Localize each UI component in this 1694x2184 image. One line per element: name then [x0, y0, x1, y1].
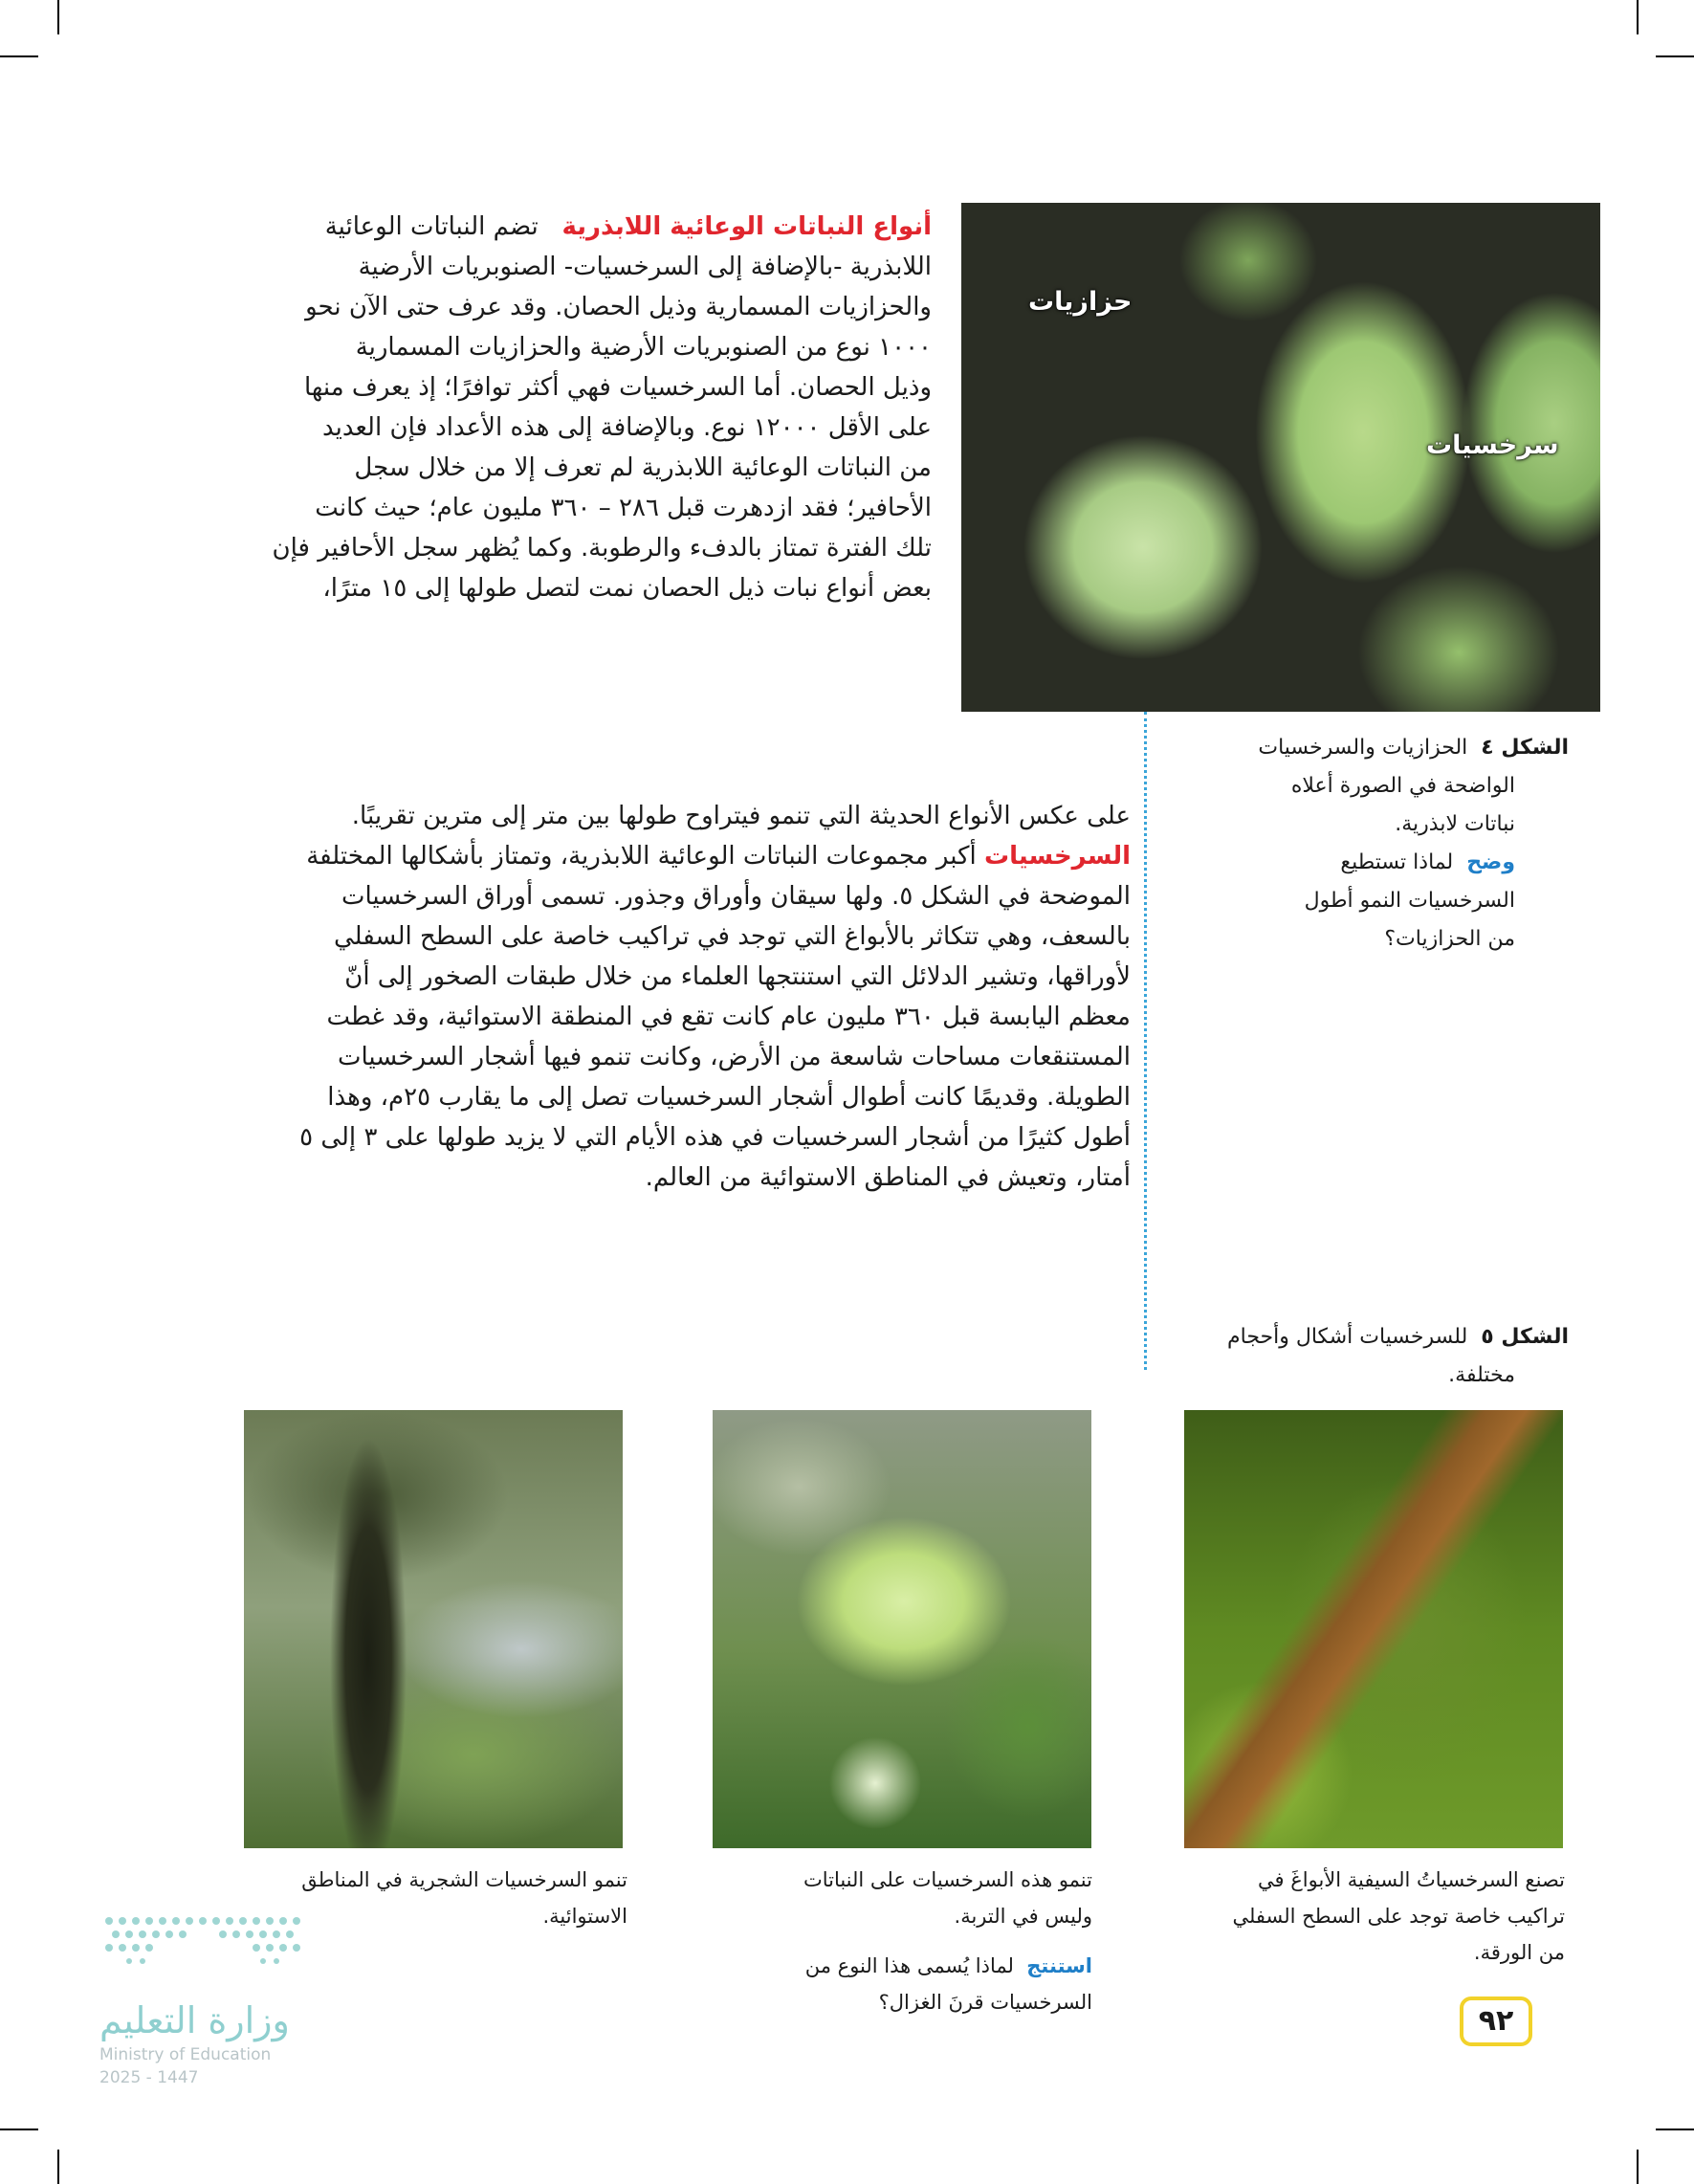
fern-label: سرخسيات	[1426, 430, 1559, 460]
column-divider	[1144, 712, 1147, 1370]
crop-mark	[57, 2150, 59, 2184]
ferns-line: لأوراقها، وتشير الدلائل التي استنتجها العلماء من خلال طبقات الصخور إلى أنّ	[344, 962, 1131, 991]
intro-line: بعض أنواع نبات ذيل الحصان نمت لتصل طولها إلى ١٥ مترًا،	[322, 574, 932, 603]
figure5-text: للسرخسيات أشكال وأحجام	[1227, 1325, 1468, 1349]
intro-line: من النباتات الوعائية اللابذرية لم تعرف إلا من خلال سجل	[354, 453, 932, 482]
crop-mark	[1656, 2129, 1694, 2130]
ferns-line: معظم اليابسة قبل ٣٦٠ مليون عام كانت تقع في المنطقة الاستوائية، وقد غطت	[326, 1003, 1131, 1031]
ministry-name-english: Ministry of Education	[99, 2045, 272, 2064]
ferns-line: المستنقعات مساحات شاسعة من الأرض، وكانت تنمو فيها أشجار السرخسيات	[338, 1043, 1131, 1071]
crop-mark	[1656, 55, 1694, 57]
intro-line: اللابذرية -بالإضافة إلى السرخسيات- الصنوبريات الأرضية	[358, 253, 932, 281]
intro-line: تلك الفترة تمتاز بالدفء والرطوبة. وكما يُظهر سجل الأحافير فإن	[272, 534, 932, 563]
crop-mark	[0, 55, 38, 57]
figure4-prompt-line: من الحزازيات؟	[1384, 927, 1515, 951]
tree-caption-line: الاستوائية.	[542, 1905, 627, 1928]
ferns-heading: السرخسيات	[983, 842, 1131, 871]
ferns-line: أطول كثيرًا من أشجار السرخسيات في هذه الأيام التي لا يزيد طولها على ٣ إلى ٥	[299, 1123, 1131, 1152]
page-number: ٩٢	[1460, 1996, 1532, 2046]
ferns-line: بالسعف، وهي تتكاثر بالأبواغ التي توجد في تراكيب خاصة على السطح السفلي	[333, 922, 1131, 951]
ferns-paragraph	[212, 796, 1131, 1198]
sword-caption-line: تصنع السرخسياتُ السيفية الأبواغَ في	[1258, 1868, 1565, 1891]
ferns-line: أمتار، وتعيش في المناطق الاستوائية من العالم.	[645, 1163, 1131, 1192]
intro-line	[212, 207, 932, 247]
intro-line: ١٠٠٠ نوع من الصنوبريات الأرضية والحزازيات المسمارية	[355, 333, 932, 362]
staghorn-prompt-line: السرخسيات قرنَ الغزال؟	[878, 1991, 1092, 2014]
tree-caption-line: تنمو السرخسيات الشجرية في المناطق	[301, 1868, 627, 1891]
crop-mark	[1637, 0, 1639, 34]
staghorn-prompt-text: لماذا يُسمى هذا النوع من	[804, 1954, 1014, 1977]
crop-mark	[1637, 2150, 1639, 2184]
intro-line: وذيل الحصان. أما السرخسيات فهي أكثر توافرًا؛ إذ يعرف منها	[303, 373, 932, 402]
figure5-caption-line	[1157, 1318, 1569, 1357]
figure4-label: الشكل ٤	[1481, 736, 1569, 760]
intro-line: الأحافير؛ فقد ازدهرت قبل ٢٨٦ – ٣٦٠ مليون عام؛ حيث كانت	[315, 494, 932, 522]
ministry-name-arabic: وزارة التعليم	[99, 1999, 290, 2041]
intro-line: على الأقل ١٢٠٠٠ نوع. وبالإضافة إلى هذه الأعداد فإن العديد	[321, 413, 932, 442]
intro-line: والحزازيات المسمارية وذيل الحصان. وقد عرف حتى الآن نحو	[305, 293, 932, 321]
infer-label: استنتج	[1026, 1954, 1092, 1977]
figure4-caption-line: نباتات لابذرية.	[1395, 812, 1515, 836]
figure4-prompt	[1157, 844, 1569, 882]
crop-mark	[57, 0, 59, 34]
intro-paragraph	[212, 207, 932, 608]
figure4-caption	[1157, 729, 1569, 959]
sword-fern-photo	[1184, 1410, 1563, 1848]
ferns-line: الطويلة. وقديمًا كانت أطوال أشجار السرخسيات تصل إلى ما يقارب ٢٥م، وهذا	[327, 1083, 1131, 1112]
explain-label: وضح	[1466, 850, 1515, 874]
sword-caption-line: تراكيب خاصة توجد على السطح السفلي	[1232, 1905, 1565, 1928]
figure5-caption-line: مختلفة.	[1448, 1363, 1515, 1387]
figure4-caption-line: الواضحة في الصورة أعلاه	[1290, 774, 1515, 798]
staghorn-prompt	[710, 1948, 1092, 1984]
figure4-photo	[961, 203, 1600, 712]
ferns-line	[212, 836, 1131, 876]
intro-line-text: تضم النباتات الوعائية	[324, 212, 539, 241]
intro-continuation: على عكس الأنواع الحديثة التي تنمو فيتراوح طولها بين متر إلى مترين تقريبًا.	[351, 802, 1131, 830]
ferns-line: الموضحة في الشكل ٥. ولها سيقان وأوراق وجذور. تسمى أوراق السرخسيات	[341, 882, 1131, 911]
intro-heading: أنواع النباتات الوعائية اللابذرية	[561, 212, 932, 241]
staghorn-fern-photo	[713, 1410, 1091, 1848]
figure5-caption	[1157, 1318, 1569, 1395]
edition-years: 2025 - 1447	[99, 2068, 199, 2087]
sword-fern-caption	[1178, 1862, 1565, 1971]
figure4-text: الحزازيات والسرخسيات	[1258, 736, 1468, 760]
sword-caption-line: من الورقة.	[1473, 1941, 1565, 1964]
crop-mark	[0, 2129, 38, 2130]
staghorn-caption-line: وليس في التربة.	[954, 1905, 1092, 1928]
figure4-caption-line	[1157, 729, 1569, 767]
figure5-label: الشكل ٥	[1481, 1325, 1569, 1349]
ferns-line-text: أكبر مجموعات النباتات الوعائية اللابذرية، وتمتاز بأشكالها المختلفة	[306, 842, 977, 871]
figure4-prompt-text: لماذا تستطيع	[1340, 850, 1454, 874]
horsetail-label: حزازيات	[1028, 287, 1133, 317]
figure4-prompt-line: السرخسيات النمو أطول	[1304, 889, 1515, 913]
staghorn-fern-caption	[710, 1862, 1092, 2020]
staghorn-caption-line: تنمو هذه السرخسيات على النباتات	[803, 1868, 1092, 1891]
tree-fern-photo	[244, 1410, 623, 1848]
ministry-logo-icon	[101, 1913, 306, 1967]
